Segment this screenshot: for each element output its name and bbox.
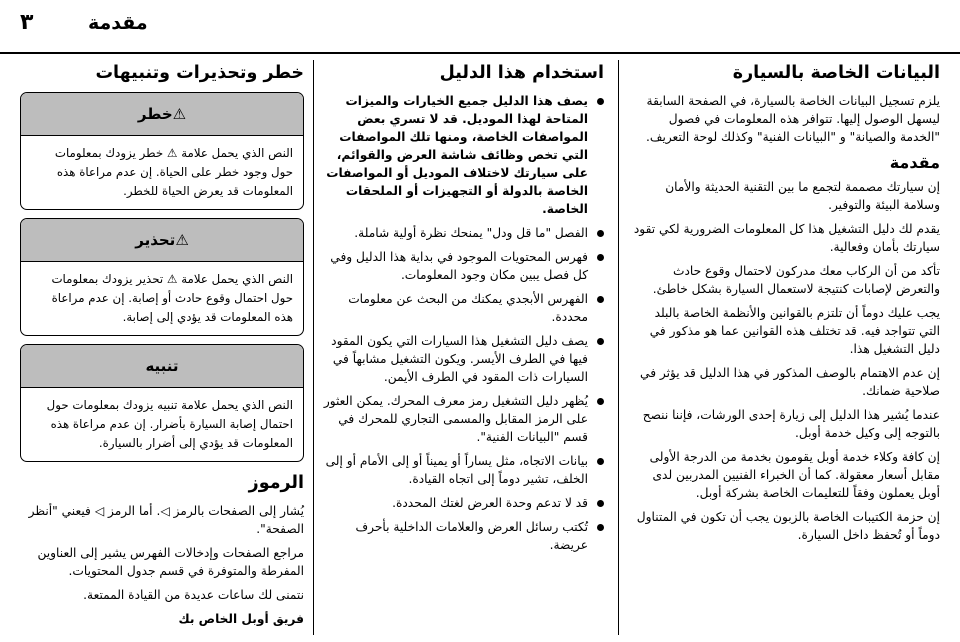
section-heading: استخدام هذا الدليل <box>439 63 604 83</box>
bullet-icon <box>597 230 604 237</box>
paragraph: عندما يُشير هذا الدليل إلى زيارة إحدى الورشات، فإننا ننصح بالتوجه إلى وكيل خدمة أوبل. <box>642 408 940 440</box>
list-item-text: تُكتب رسائل العرض والعلامات الداخلية بأحرف عريضة. <box>355 520 588 552</box>
warning-triangle-icon: ⚠ <box>172 105 187 123</box>
paragraph: مراجع الصفحات وإدخالات الفهرس يشير إلى العناوين المفرطة والمتوفرة في قسم جدول المحتويات. <box>37 546 304 578</box>
bullet-icon <box>597 398 604 405</box>
list-item <box>322 494 604 512</box>
bullet-icon <box>597 338 604 345</box>
signature: فريق أوبل الخاص بك <box>178 612 304 626</box>
bullet-icon <box>597 296 604 303</box>
list-item <box>322 290 604 326</box>
list-item <box>322 392 604 446</box>
using-manual-column <box>322 60 604 635</box>
subsection-heading: مقدمة <box>889 153 940 172</box>
list-item-text: قد لا تدعم وحدة العرض لغتك المحددة. <box>392 496 588 510</box>
warning-box-text: النص الذي يحمل علامة ⚠ تحذير يزودك بمعلومات حول احتمال وقوع حادث أو إصابة. إن عدم مراعاة هذه المعلومات قد يؤدي إلى إصابة. <box>51 272 293 324</box>
symbols-heading: الرموز <box>248 473 304 493</box>
list-item-text: بيانات الاتجاه، مثل يساراً أو يميناً أو إلى الأمام أو إلى الخلف، تشير دوماً إلى اتجاه القيادة. <box>325 454 588 486</box>
bullet-icon <box>597 524 604 531</box>
list-item <box>322 518 604 554</box>
warning-box-header <box>21 219 303 262</box>
paragraph: إن عدم الاهتمام بالوصف المذكور في هذا الدليل قد يؤثر في صلاحية ضمانك. <box>640 366 940 398</box>
section-heading: خطر وتحذيرات وتنبيهات <box>95 63 304 83</box>
warning-box <box>20 218 304 336</box>
vehicle-data-column <box>632 60 940 635</box>
paragraph: يقدم لك دليل التشغيل هذا كل المعلومات الضرورية لكي تقود سيارتك بأمان وفعالية. <box>633 222 940 254</box>
list-item <box>322 332 604 386</box>
section-heading: البيانات الخاصة بالسيارة <box>732 63 940 83</box>
warning-triangle-icon: ⚠ <box>175 231 189 249</box>
list-item <box>322 224 604 242</box>
column-divider <box>618 60 619 635</box>
bullet-list <box>322 92 604 554</box>
list-item-text: يُظهر دليل التشغيل رمز معرف المحرك. يمكن العثور على الرمز المقابل والمسمى التجاري للمحرك في قسم "البيانات الفنية". <box>323 394 588 444</box>
paragraph: إن حزمة الكتيبات الخاصة بالزبون يجب أن تكون في المتناول دوماً أو تُحفظ داخل السيارة. <box>636 510 940 542</box>
warnings-column <box>20 60 304 635</box>
danger-box-text: النص الذي يحمل علامة ⚠ خطر يزودك بمعلومات حول وجود خطر على الحياة. إن عدم مراعاة هذه المعلومات قد يعرض الحياة للخطر. <box>54 146 293 198</box>
paragraph: إن سيارتك مصممة لتجمع ما بين التقنية الحديثة والأمان وسلامة البيئة والتوفير. <box>665 180 940 212</box>
header-title: مقدمة <box>88 12 148 34</box>
danger-box-header <box>21 93 303 136</box>
bullet-icon <box>597 98 604 105</box>
paragraph: يلزم تسجيل البيانات الخاصة بالسيارة، في الصفحة السابقة ليسهل الوصول إليها. تتوافر هذه المعلومات في فصول "الخدمة والصيانة" و "البيانات الفنية" وكذلك لوحة التعريف. <box>645 94 940 144</box>
paragraph: يجب عليك دوماً أن تلتزم بالقوانين والأنظمة الخاصة بالبلد التي تتواجد فيه. قد تختلف هذه القوانين عما هو مذكور في دليل التشغيل هذا. <box>649 306 940 356</box>
list-item-text: فهرس المحتويات الموجود في بداية هذا الدليل وفي كل فصل يبين مكان وجود المعلومات. <box>330 250 588 282</box>
paragraph: يُشار إلى الصفحات بالرمز ◁. أما الرمز ◁ فيعني "أنظر الصفحة". <box>28 504 304 536</box>
list-item-text: يصف هذا الدليل جميع الخيارات والميزات المتاحة لهذا الموديل. قد لا تسري بعض المواصفات الخاصة، ومنها تلك المواصفات التي تخص وظائف شاشة العرض والقوائم، على سيارتك لاختلاف الموديل أو المواصفات الخاصة بالدولة أو التجهيزات أو الملحقات الخاصة. <box>326 94 588 216</box>
caution-box-title: تنبيه <box>145 357 179 375</box>
list-item <box>322 248 604 284</box>
column-divider <box>313 60 314 635</box>
danger-box <box>20 92 304 210</box>
paragraph: تأكد من أن الركاب معك مدركون لاحتمال وقوع حادث والتعرض لإصابات كنتيجة لاستعمال السيارة بشكل خاطئ. <box>652 264 940 296</box>
paragraph: نتمنى لك ساعات عديدة من القيادة الممتعة. <box>83 588 304 602</box>
list-item <box>322 92 604 218</box>
bullet-icon <box>597 500 604 507</box>
danger-box-title: خطر <box>137 105 173 123</box>
bullet-icon <box>597 254 604 261</box>
page-number: ٣ <box>20 10 34 35</box>
list-item-text: الفصل "ما قل ودل" يمنحك نظرة أولية شاملة. <box>354 226 588 240</box>
warning-box-title: تحذير <box>135 231 176 249</box>
caution-box <box>20 344 304 462</box>
caution-box-header <box>21 345 303 388</box>
caution-box-text: النص الذي يحمل علامة تنبيه يزودك بمعلومات حول احتمال إصابة السيارة بأضرار. إن عدم مراعاة هذه المعلومات قد يؤدي إلى أضرار بالسيارة. <box>46 398 293 450</box>
list-item-text: الفهرس الأبجدي يمكنك من البحث عن معلومات محددة. <box>348 292 588 324</box>
bullet-icon <box>597 458 604 465</box>
list-item-text: يصف دليل التشغيل هذا السيارات التي يكون المقود فيها في الطرف الأيسر. ويكون التشغيل مشابهاً في السيارات ذات المقود في الطرف الأيمن. <box>331 334 588 384</box>
page-header <box>0 0 960 54</box>
list-item <box>322 452 604 488</box>
paragraph: إن كافة وكلاء خدمة أوبل يقومون بخدمة من الدرجة الأولى مقابل أسعار معقولة. كما أن الخبراء الفنيين المدربين لدى أوبل يعملون وفقاً للتعليمات الخاصة بشركة أوبل. <box>649 450 940 500</box>
